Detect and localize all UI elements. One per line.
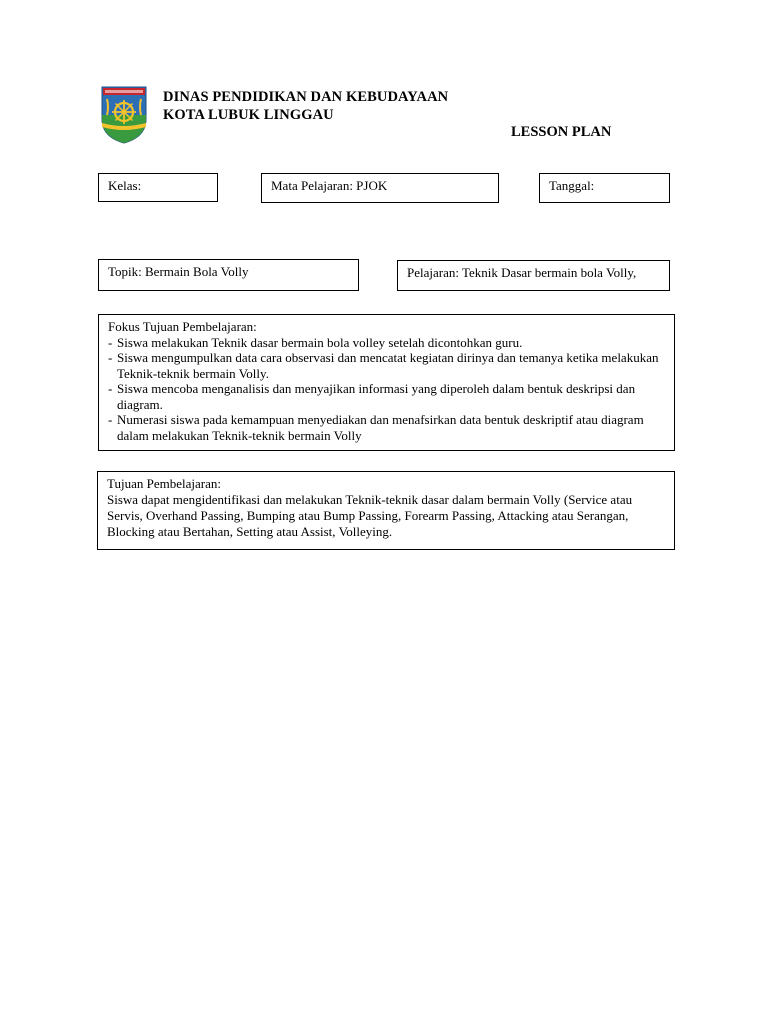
topik-field[interactable] — [98, 259, 359, 291]
kelas-label: Kelas: — [108, 178, 142, 193]
tujuan-heading: Tujuan Pembelajaran: — [107, 476, 221, 491]
organization-name — [163, 88, 448, 124]
org-line-1: DINAS PENDIDIKAN DAN KEBUDAYAAN — [163, 89, 449, 105]
tanggal-field[interactable] — [539, 173, 670, 203]
fokus-list — [108, 335, 665, 444]
city-emblem-icon — [99, 85, 149, 145]
kelas-field[interactable] — [98, 173, 218, 202]
list-item: - Siswa mengumpulkan data cara observasi dan mencatat kegiatan dirinya dan temanya ketika melakukan Teknik-teknik bermain Volly. — [108, 350, 665, 381]
list-item: - Siswa melakukan Teknik dasar bermain bola volley setelah dicontohkan guru. — [108, 335, 665, 351]
org-line-2: KOTA LUBUK LINGGAU — [163, 107, 334, 123]
mata-pelajaran-field[interactable] — [261, 173, 499, 203]
document-title: LESSON PLAN — [511, 124, 612, 140]
pelajaran-field[interactable] — [397, 260, 670, 291]
list-item: - Numerasi siswa pada kemampuan menyediakan dan menafsirkan data bentuk deskriptif atau diagram dalam melakukan Teknik-teknik bermain Volly — [108, 412, 665, 443]
tujuan-box[interactable] — [97, 471, 675, 550]
tanggal-label: Tanggal: — [549, 178, 595, 193]
list-item: - Siswa mencoba menganalisis dan menyajikan informasi yang diperoleh dalam bentuk deskripsi dan diagram. — [108, 381, 665, 412]
pelajaran-label: Pelajaran: Teknik Dasar bermain bola Volly, — [407, 265, 637, 280]
fokus-heading: Fokus Tujuan Pembelajaran: — [108, 319, 257, 334]
topik-label: Topik: Bermain Bola Volly — [108, 264, 249, 279]
mata-pelajaran-label: Mata Pelajaran: PJOK — [271, 178, 388, 193]
fokus-tujuan-box[interactable] — [98, 314, 675, 451]
tujuan-text: Siswa dapat mengidentifikasi dan melakukan Teknik-teknik dasar dalam bermain Volly (Service atau Servis, Overhand Passing, Bumping atau Bump Passing, Forearm Passing, Attacking atau Serangan, Blocking atau Bertahan, Setting atau Assist, Volleying. — [107, 492, 633, 539]
